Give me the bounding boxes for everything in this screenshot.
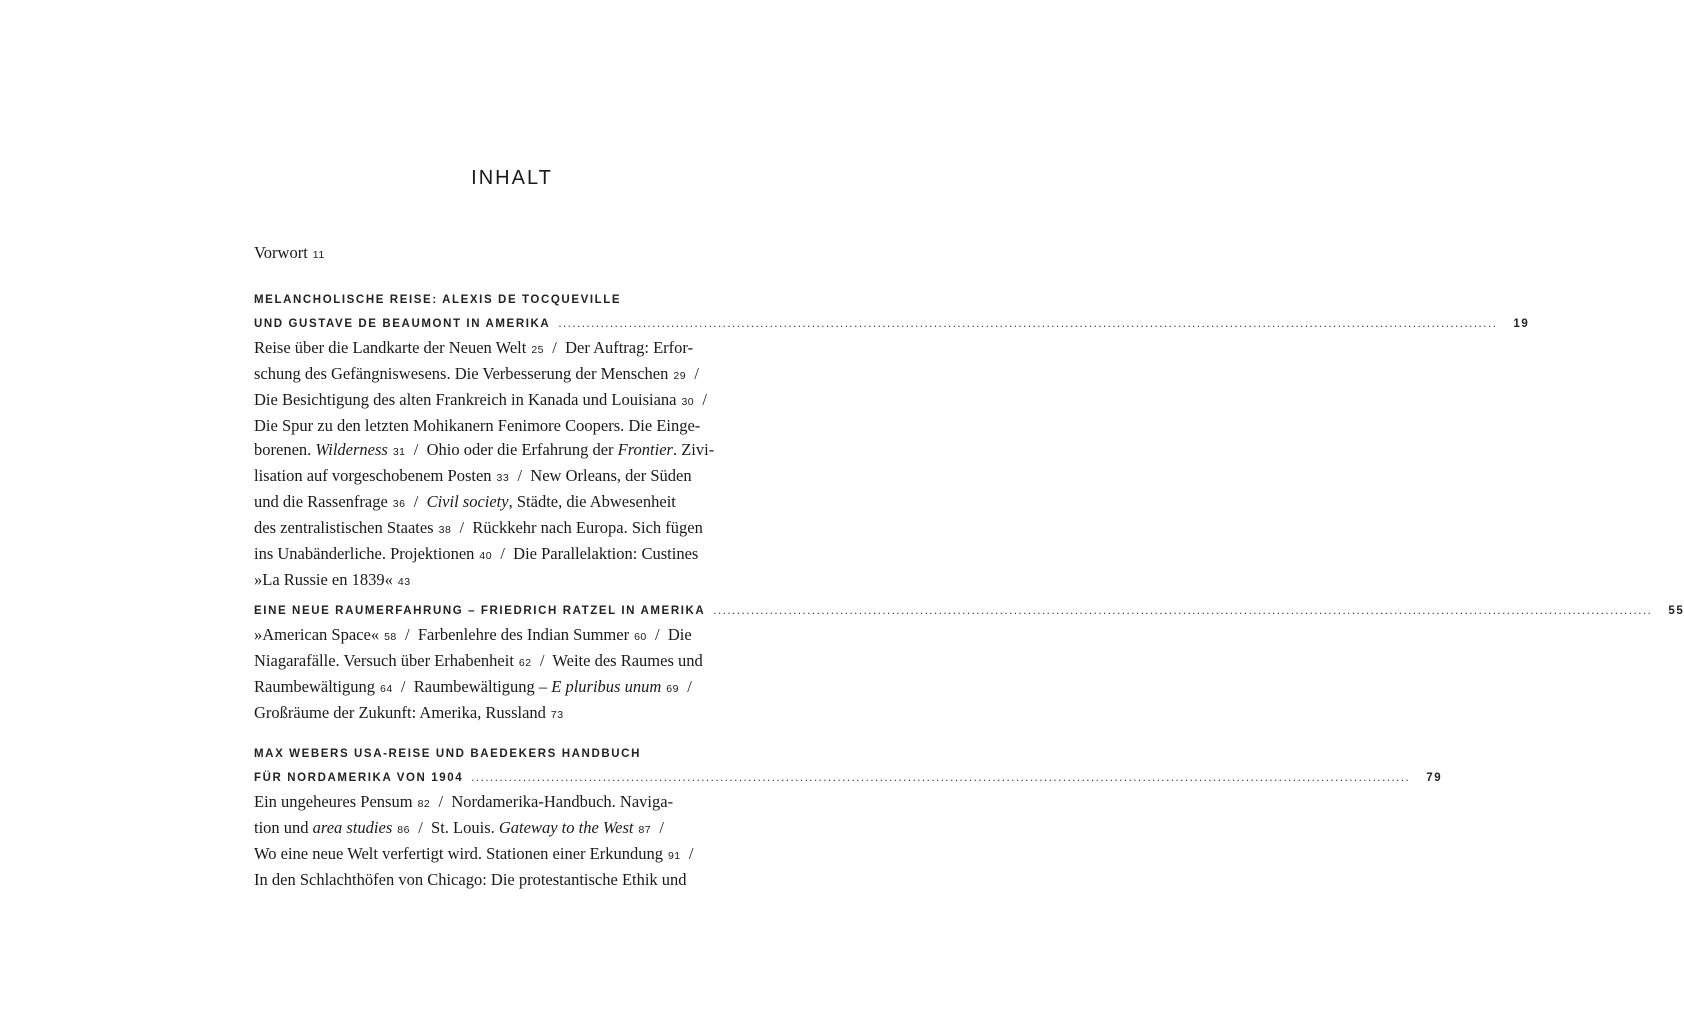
italic-term: Wilderness <box>315 440 388 459</box>
chapter-heading-text: EINE NEUE RAUMERFAHRUNG – FRIEDRICH RATZEL IN AMERIKA <box>254 605 706 617</box>
chapter-heading-text: FÜR NORDAMERIKA VON 1904 <box>254 772 464 784</box>
italic-term: Gateway to the West <box>498 818 634 837</box>
page-number: 86 <box>397 824 410 836</box>
entry-text: / Raumbewältigung – <box>392 677 552 696</box>
toc-subentry-line <box>254 649 750 675</box>
entry-text: / <box>680 844 694 863</box>
toc-subentry-line <box>254 790 750 816</box>
page-number: 87 <box>638 824 652 836</box>
chapter-1 <box>254 288 1530 594</box>
chapter-heading: MELANCHOLISCHE REISE: ALEXIS DE TOCQUEVILLE <box>254 294 622 306</box>
page-number: 29 <box>673 370 687 382</box>
page-number: 60 <box>634 631 647 643</box>
leader-dots: ........................................................................................................................................................................................................ <box>713 605 1653 617</box>
page-number: 43 <box>397 576 411 588</box>
page-number: 11 <box>312 249 325 261</box>
entry-text: Großräume der Zukunft: Amerika, Russland <box>254 703 546 722</box>
chapter-heading <box>254 766 1443 790</box>
page-number: 69 <box>666 683 679 695</box>
page-number: 73 <box>550 709 564 721</box>
entry-text: und die Rassenfrage <box>254 492 388 511</box>
italic-term: area studies <box>312 818 393 837</box>
toc-subentry-line <box>254 868 750 892</box>
page-number: 30 <box>681 396 695 408</box>
entry-text: / <box>694 390 707 409</box>
toc-entry-label: Vorwort <box>254 243 308 262</box>
toc-subentry-line <box>254 336 750 362</box>
page-title: INHALT <box>471 167 553 189</box>
entry-text: schung des Gefängniswesens. Die Verbesserung der Menschen <box>254 364 669 383</box>
chapter-heading <box>254 599 1684 623</box>
toc-subentry-line <box>254 816 750 842</box>
italic-term: Civil society <box>426 492 509 511</box>
toc-subentry-line <box>254 464 750 490</box>
entry-text: . Zivi- <box>672 440 715 459</box>
toc-subentry-line <box>254 414 750 438</box>
page-number: 62 <box>518 657 532 669</box>
chapter-page-number: 55 <box>1668 605 1684 617</box>
page-number: 64 <box>379 683 393 695</box>
entry-text: lisation auf vorgeschobenem Posten <box>254 466 492 485</box>
page-number: 36 <box>392 498 406 510</box>
entry-text: / Weite des Raumes und <box>531 651 703 670</box>
chapter-2 <box>254 599 1684 727</box>
page-number: 38 <box>438 524 452 536</box>
toc-subentry-line <box>254 623 750 649</box>
entry-text: / Ohio oder die Erfahrung der <box>405 440 618 459</box>
leader-dots: ........................................................................................................................................................................................................ <box>558 318 1498 330</box>
page-number: 82 <box>417 798 431 810</box>
page-number: 25 <box>531 344 545 356</box>
toc-entry-vorwort <box>254 243 325 263</box>
entry-text: Ein ungeheures Pensum <box>254 792 413 811</box>
toc-subentry-line <box>254 490 750 516</box>
entry-text: / <box>651 818 664 837</box>
entry-text: / <box>405 492 427 511</box>
entry-text: / Nordamerika-Handbuch. Naviga- <box>430 792 674 811</box>
entry-text: / <box>686 364 699 383</box>
italic-term: Frontier <box>617 440 673 459</box>
entry-text: / New Orleans, der Süden <box>509 466 692 485</box>
entry-text: des zentralistischen Staates <box>254 518 434 537</box>
chapter-3 <box>254 742 1443 892</box>
chapter-page-number: 19 <box>1513 318 1530 330</box>
entry-text: / <box>678 677 692 696</box>
toc-subentry-line <box>254 701 750 727</box>
chapter-heading <box>254 312 1530 336</box>
page-number: 58 <box>384 631 397 643</box>
toc-subentry-line <box>254 516 750 542</box>
entry-text: Die Besichtigung des alten Frankreich in Kanada und Louisiana <box>254 390 677 409</box>
entry-text: »La Russie en 1839« <box>254 570 393 589</box>
entry-text: In den Schlachthöfen von Chicago: Die protestantische Ethik und <box>254 870 687 889</box>
page-number: 33 <box>496 472 510 484</box>
entry-text: / Rückkehr nach Europa. Sich fügen <box>451 518 703 537</box>
toc-subentry-line <box>254 842 750 868</box>
entry-text: borenen. <box>254 440 316 459</box>
entry-text: / Farbenlehre des Indian Summer <box>396 625 630 644</box>
entry-text: , Städte, die Abwesenheit <box>508 492 676 511</box>
chapter-heading: MAX WEBERS USA-REISE UND BAEDEKERS HANDBUCH <box>254 748 641 760</box>
chapter-page-number: 79 <box>1426 772 1443 784</box>
toc-subentry-line <box>254 542 750 568</box>
entry-text: ins Unabänderliche. Projektionen <box>254 544 475 563</box>
page-number: 91 <box>667 850 681 862</box>
entry-text: Wo eine neue Welt verfertigt wird. Stationen einer Erkundung <box>254 844 663 863</box>
entry-text: Die Spur zu den letzten Mohikanern Fenimore Coopers. Die Einge- <box>254 416 701 435</box>
entry-text: / Der Auftrag: Erfor- <box>544 338 694 357</box>
chapter-heading-text: UND GUSTAVE DE BEAUMONT IN AMERIKA <box>254 318 551 330</box>
page-number: 31 <box>392 446 406 458</box>
leader-dots: ........................................................................................................................................................................................................ <box>471 772 1411 784</box>
page-number: 40 <box>479 550 493 562</box>
toc-subentry-line <box>254 675 750 701</box>
toc-subentry-line <box>254 438 750 464</box>
entry-text: / Die Parallelaktion: Custines <box>492 544 699 563</box>
italic-term: E pluribus unum <box>551 677 662 696</box>
toc-subentry-line <box>254 388 750 414</box>
entry-text: / St. Louis. <box>409 818 499 837</box>
toc-subentry-line <box>254 362 750 388</box>
entry-text: / Die <box>646 625 692 644</box>
entry-text: »American Space« <box>254 625 380 644</box>
entry-text: tion und <box>254 818 313 837</box>
entry-text: Niagarafälle. Versuch über Erhabenheit <box>254 651 514 670</box>
entry-text: Raumbewältigung <box>254 677 375 696</box>
entry-text: Reise über die Landkarte der Neuen Welt <box>254 338 527 357</box>
toc-subentry-line <box>254 568 750 594</box>
